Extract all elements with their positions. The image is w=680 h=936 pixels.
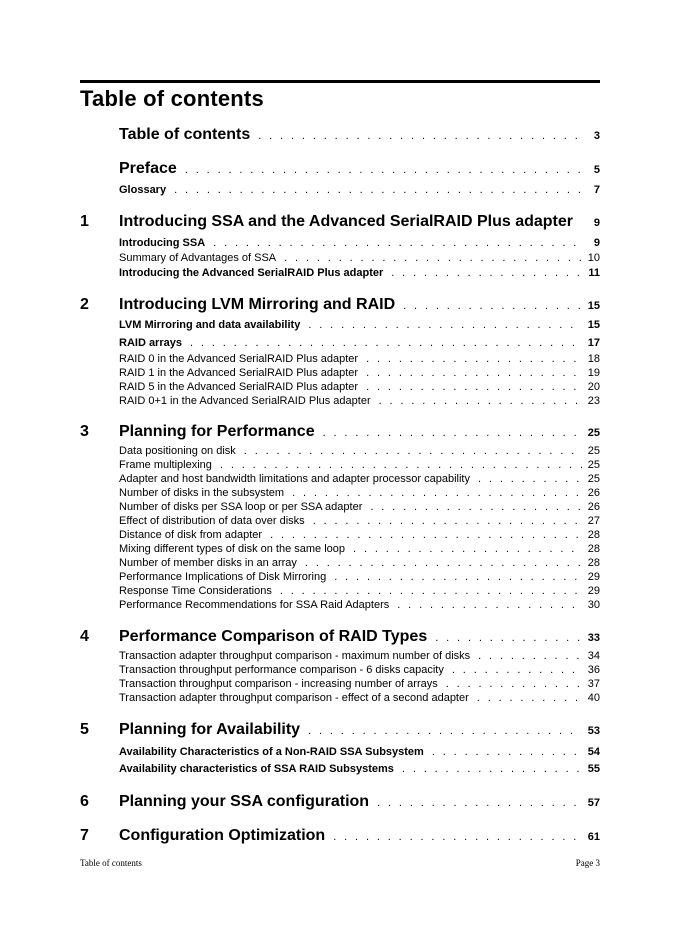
toc-entry[interactable] [80, 445, 600, 459]
entry-page-number: 61 [587, 831, 600, 843]
toc-entry[interactable] [80, 337, 600, 352]
entry-page-number: 15 [587, 319, 600, 331]
chapter-number: 5 [80, 721, 89, 738]
entry-title: Adapter and host bandwidth limitations and adapter processor capability [119, 473, 470, 485]
entry-page-number: 27 [587, 515, 600, 527]
entry-title: Performance Comparison of RAID Types [119, 628, 428, 645]
toc-entry[interactable] [80, 529, 600, 543]
toc-entry[interactable] [80, 126, 600, 148]
entry-title: Configuration Optimization [119, 827, 326, 844]
entry-title: Introducing the Advanced SerialRAID Plus adapter [119, 267, 384, 279]
dot-leader [377, 797, 582, 809]
entry-title: LVM Mirroring and data availability [119, 319, 301, 331]
entry-page-number: 53 [587, 725, 600, 737]
dot-leader [305, 557, 582, 569]
entry-title: Response Time Considerations [119, 585, 272, 597]
toc-entry[interactable] [80, 267, 600, 282]
entry-page-number: 9 [593, 237, 600, 249]
entry-title: Summary of Advantages of SSA [119, 252, 277, 264]
dot-leader [190, 337, 582, 349]
entry-page-number: 55 [587, 763, 600, 775]
dot-leader [435, 632, 582, 644]
footer-page-number: Page 3 [575, 858, 600, 868]
entry-title: Transaction adapter throughput comparison - maximum number of disks [119, 650, 471, 662]
chapter-number: 2 [80, 296, 89, 313]
toc-entry[interactable] [80, 650, 600, 664]
dot-leader [270, 529, 582, 541]
entry-title: Distance of disk from adapter [119, 529, 263, 541]
entry-title: Preface [119, 160, 177, 177]
entry-page-number: 33 [587, 632, 600, 644]
toc-entry[interactable] [80, 664, 600, 678]
entry-page-number: 29 [587, 585, 600, 597]
dot-leader [213, 237, 582, 249]
entry-page-number: 10 [587, 252, 600, 264]
dot-leader [370, 501, 581, 513]
entry-page-number: 3 [593, 130, 600, 142]
dot-leader [397, 599, 582, 611]
toc-entry[interactable] [80, 543, 600, 557]
entry-title: Effect of distribution of data over disks [119, 515, 305, 527]
toc-entry[interactable] [80, 571, 600, 585]
dot-leader [220, 459, 582, 471]
dot-leader [292, 487, 582, 499]
toc-entry[interactable] [80, 692, 600, 706]
entry-title: Frame multiplexing [119, 459, 212, 471]
dot-leader [313, 515, 582, 527]
entry-title: RAID 1 in the Advanced SerialRAID Plus adapter [119, 367, 359, 379]
entry-page-number: 25 [587, 459, 600, 471]
entry-page-number: 26 [587, 487, 600, 499]
entry-title: Number of member disks in an array [119, 557, 297, 569]
entry-page-number: 18 [587, 353, 600, 365]
toc-entry[interactable] [80, 160, 600, 182]
entry-page-number: 5 [593, 164, 600, 176]
entry-title: RAID 0 in the Advanced SerialRAID Plus adapter [119, 353, 359, 365]
dot-leader [452, 664, 582, 676]
dot-leader [258, 130, 582, 142]
entry-page-number: 54 [587, 746, 600, 758]
dot-leader [185, 164, 582, 176]
entry-page-number: 25 [587, 427, 600, 439]
entry-page-number: 7 [593, 184, 600, 196]
entry-title: Transaction adapter throughput comparison - effect of a second adapter [119, 692, 469, 704]
dot-leader [174, 184, 582, 196]
dot-leader [333, 831, 582, 843]
toc-entry[interactable] [80, 599, 600, 613]
entry-page-number: 26 [587, 501, 600, 513]
entry-title: Introducing SSA [119, 237, 206, 249]
toc-entry[interactable] [80, 473, 600, 487]
toc-entry[interactable] [80, 628, 600, 650]
toc-entry[interactable] [80, 557, 600, 571]
entry-page-number: 25 [587, 445, 600, 457]
dot-leader [323, 427, 582, 439]
entry-page-number: 20 [587, 381, 600, 393]
dot-leader [366, 353, 582, 365]
dot-leader [308, 319, 581, 331]
top-rule [80, 80, 600, 83]
chapter-number: 7 [80, 827, 89, 844]
dot-leader [391, 267, 582, 279]
entry-title: Number of disks per SSA loop or per SSA adapter [119, 501, 363, 513]
entry-title: Transaction throughput performance comparison - 6 disks capacity [119, 664, 444, 676]
entry-title: Data positioning on disk [119, 445, 236, 457]
toc-entry[interactable] [80, 721, 600, 743]
entry-page-number: 57 [587, 797, 600, 809]
dot-leader [379, 395, 582, 407]
entry-title: Performance Recommendations for SSA Raid Adapters [119, 599, 390, 611]
toc-entry[interactable] [80, 381, 600, 395]
dot-leader [478, 473, 582, 485]
toc-entry[interactable] [80, 487, 600, 501]
toc-entry[interactable] [80, 213, 600, 235]
toc-entry[interactable] [80, 395, 600, 409]
toc-entry[interactable] [80, 423, 600, 445]
dot-leader [334, 571, 582, 583]
dot-leader [284, 252, 582, 264]
dot-leader [477, 692, 582, 704]
dot-leader [478, 650, 582, 662]
toc-entry[interactable] [80, 319, 600, 334]
toc-entry[interactable] [80, 585, 600, 599]
dot-leader [280, 585, 582, 597]
entry-title: Transaction throughput comparison - increasing number of arrays [119, 678, 438, 690]
entry-title: Availability characteristics of SSA RAID Subsystems [119, 763, 394, 775]
footer-section-title: Table of contents [80, 858, 142, 868]
toc-entry[interactable] [80, 237, 600, 252]
entry-title: RAID arrays [119, 337, 182, 349]
entry-title: Planning for Performance [119, 423, 315, 440]
entry-title: Table of contents [119, 126, 251, 143]
entry-title: Introducing SSA and the Advanced SerialRAID Plus adapter [119, 213, 574, 230]
toc-entry[interactable] [80, 746, 600, 761]
toc-list [80, 126, 600, 849]
entry-page-number: 29 [587, 571, 600, 583]
chapter-number: 3 [80, 423, 89, 440]
entry-page-number: 15 [587, 300, 600, 312]
toc-entry[interactable] [80, 515, 600, 529]
entry-page-number: 23 [587, 395, 600, 407]
toc-entry[interactable] [80, 501, 600, 515]
toc-entry[interactable] [80, 763, 600, 778]
entry-title: RAID 5 in the Advanced SerialRAID Plus adapter [119, 381, 359, 393]
page-title: Table of contents [80, 86, 264, 111]
dot-leader [366, 367, 582, 379]
entry-page-number: 25 [587, 473, 600, 485]
entry-title: Planning your SSA configuration [119, 793, 370, 810]
dot-leader [432, 746, 582, 758]
entry-title: Glossary [119, 184, 167, 196]
entry-title: Planning for Availability [119, 721, 301, 738]
entry-title: Introducing LVM Mirroring and RAID [119, 296, 396, 313]
entry-title: Number of disks in the subsystem [119, 487, 285, 499]
toc-entry[interactable] [80, 252, 600, 266]
toc-entry[interactable] [80, 459, 600, 473]
dot-leader [366, 381, 582, 393]
toc-entry[interactable] [80, 827, 600, 849]
entry-title: Mixing different types of disk on the same loop [119, 543, 346, 555]
entry-page-number: 36 [587, 664, 600, 676]
toc-entry[interactable] [80, 296, 600, 318]
entry-page-number: 30 [587, 599, 600, 611]
entry-page-number: 37 [587, 678, 600, 690]
entry-page-number: 34 [587, 650, 600, 662]
entry-page-number: 17 [587, 337, 600, 349]
entry-title: RAID 0+1 in the Advanced SerialRAID Plus adapter [119, 395, 371, 407]
dot-leader [353, 543, 582, 555]
toc-entry[interactable] [80, 367, 600, 381]
toc-entry[interactable] [80, 678, 600, 692]
dot-leader [244, 445, 582, 457]
entry-page-number: 28 [587, 543, 600, 555]
entry-page-number: 11 [588, 267, 600, 279]
entry-page-number: 40 [587, 692, 600, 704]
chapter-number: 4 [80, 628, 89, 645]
entry-title: Performance Implications of Disk Mirroring [119, 571, 327, 583]
entry-page-number: 28 [587, 529, 600, 541]
dot-leader [402, 763, 582, 775]
dot-leader [403, 300, 582, 312]
entry-page-number: 9 [593, 217, 600, 229]
toc-entry[interactable] [80, 353, 600, 367]
dot-leader [308, 725, 582, 737]
entry-title: Availability Characteristics of a Non-RAID SSA Subsystem [119, 746, 424, 758]
chapter-number: 1 [80, 213, 89, 230]
toc-entry[interactable] [80, 793, 600, 815]
entry-page-number: 19 [587, 367, 600, 379]
dot-leader [446, 678, 582, 690]
toc-entry[interactable] [80, 184, 600, 199]
entry-page-number: 28 [587, 557, 600, 569]
chapter-number: 6 [80, 793, 89, 810]
